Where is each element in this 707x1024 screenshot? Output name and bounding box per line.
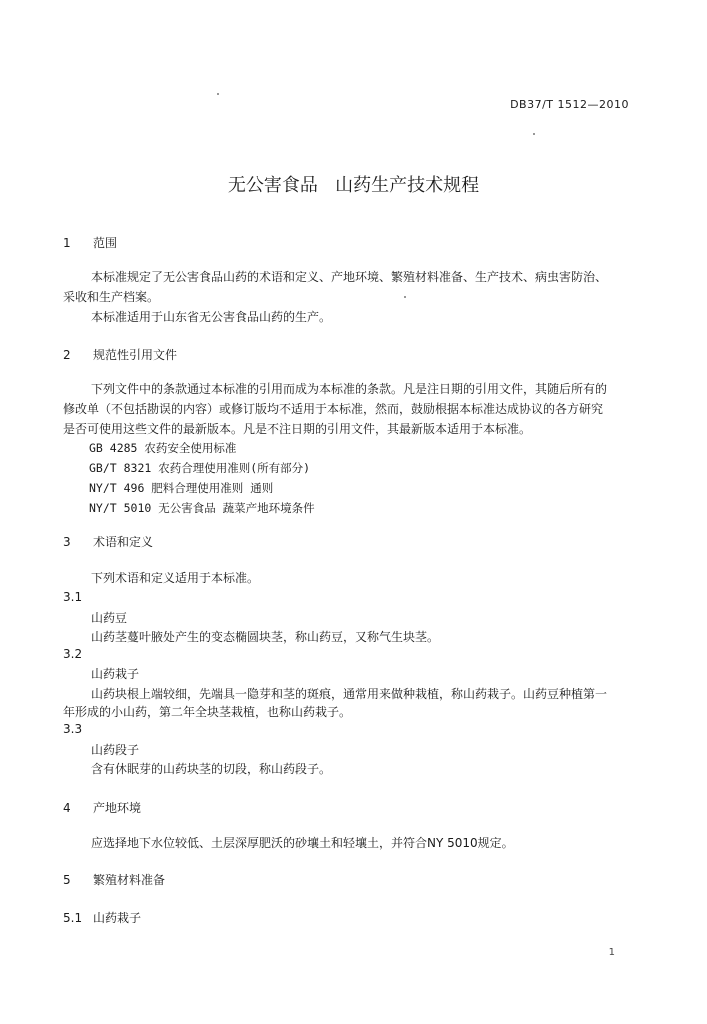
scan-speck [533, 133, 535, 135]
subsection-5-1-heading [63, 909, 141, 926]
page-number: 1 [608, 947, 615, 958]
section-number: 5 [63, 873, 71, 887]
term-definition-line-2: 年形成的小山药，第二年全块茎栽植，也称山药栽子。 [63, 705, 352, 719]
scope-paragraph-line-2: 采收和生产档案。 [63, 290, 160, 304]
section-1-heading [63, 234, 117, 251]
section-title: 术语和定义 [93, 535, 154, 549]
section-number: 3 [63, 535, 71, 549]
document-title: 无公害食品 山药生产技术规程 [227, 175, 480, 196]
term-number: 3.1 [63, 590, 83, 604]
term-number: 3.3 [63, 722, 83, 736]
section-title: 产地环境 [93, 801, 142, 815]
section-2-heading [63, 346, 177, 363]
section-title: 范围 [93, 236, 118, 250]
references-paragraph-line-1: 下列文件中的条款通过本标准的引用而成为本标准的条款。凡是注日期的引用文件，其随后所有的 [91, 382, 608, 396]
scope-paragraph-2: 本标准适用于山东省无公害食品山药的生产。 [91, 310, 332, 324]
section-5-heading [63, 871, 165, 888]
section-3-heading [63, 533, 153, 550]
term-definition: 含有休眠芽的山药块茎的切段，称山药段子。 [91, 762, 332, 776]
term-name: 山药段子 [91, 743, 140, 757]
term-name: 山药栽子 [91, 667, 140, 681]
section-4-heading [63, 799, 141, 816]
term-name: 山药豆 [91, 611, 128, 625]
term-definition: 山药茎蔓叶腋处产生的变态椭圆块茎，称山药豆，又称气生块茎。 [91, 630, 440, 644]
scan-speck [404, 296, 406, 298]
subsection-number: 5.1 [63, 911, 83, 925]
section-title: 规范性引用文件 [93, 348, 178, 362]
subsection-title: 山药栽子 [93, 911, 142, 925]
references-paragraph-line-3: 是否可使用这些文件的最新版本。凡是不注日期的引用文件，其最新版本适用于本标准。 [63, 422, 532, 436]
scope-paragraph-line-1: 本标准规定了无公害食品山药的术语和定义、产地环境、繁殖材料准备、生产技术、病虫害防治、 [91, 270, 608, 284]
reference-item: GB/T 8321 农药合理使用准则(所有部分) [89, 461, 311, 475]
section-number: 4 [63, 801, 71, 815]
terms-intro: 下列术语和定义适用于本标准。 [91, 571, 260, 585]
reference-item: NY/T 5010 无公害食品 蔬菜产地环境条件 [89, 501, 315, 515]
reference-item: GB 4285 农药安全使用标准 [89, 441, 237, 455]
standard-code: DB37/T 1512—2010 [510, 98, 629, 111]
term-number: 3.2 [63, 647, 83, 661]
environment-paragraph: 应选择地下水位较低、土层深厚肥沃的砂壤土和轻壤土，并符合NY 5010规定。 [91, 836, 514, 850]
section-title: 繁殖材料准备 [93, 873, 166, 887]
reference-item: NY/T 496 肥料合理使用准则 通则 [89, 481, 274, 495]
term-definition-line-1: 山药块根上端较细，先端具一隐芽和茎的斑痕，通常用来做种栽植，称山药栽子。山药豆种植第一 [91, 687, 608, 701]
section-number: 1 [63, 236, 71, 250]
section-number: 2 [63, 348, 71, 362]
references-paragraph-line-2: 修改单（不包括勘误的内容）或修订版均不适用于本标准，然而，鼓励根据本标准达成协议的各方研究 [63, 402, 604, 416]
scan-speck [217, 93, 219, 95]
